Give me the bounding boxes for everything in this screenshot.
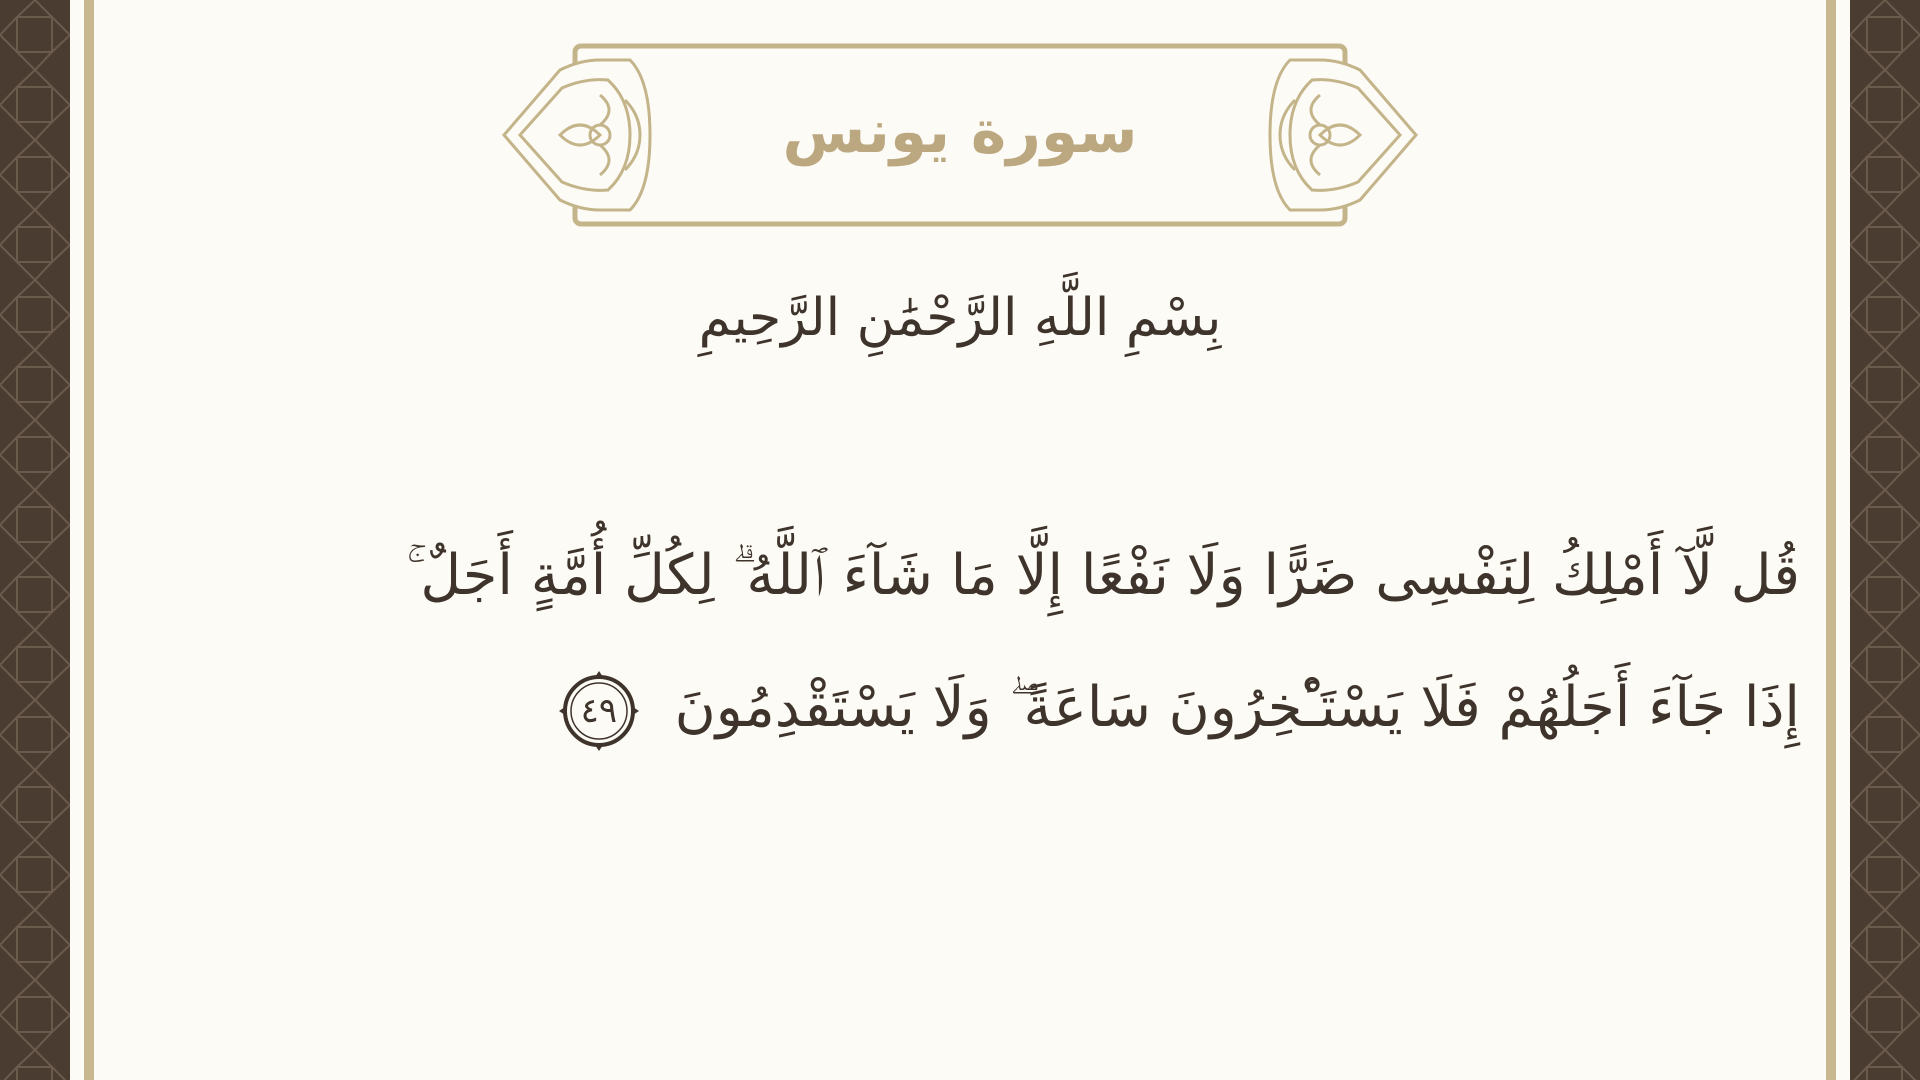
verse-text bbox=[230, 510, 1800, 774]
bismillah: بِسْمِ اللَّهِ الرَّحْمَٰنِ الرَّحِيمِ bbox=[698, 288, 1222, 348]
verse-line-2-text: إِذَا جَآءَ أَجَلُهُمْ فَلَا يَسْتَـْٔخِرُونَ سَاعَةً ۖ وَلَا يَسْتَقْدِمُونَ bbox=[674, 675, 1800, 740]
geometric-pattern-icon bbox=[0, 0, 70, 1080]
ayah-end-marker bbox=[557, 669, 641, 753]
verse-line-2 bbox=[230, 642, 1800, 774]
verse-line-1: قُل لَّآ أَمْلِكُ لِنَفْسِى ضَرًّا وَلَا نَفْعًا إِلَّا مَا شَآءَ ٱللَّهُ ۗ لِكُلِّ أُمَّةٍ أَجَلٌ ۚ bbox=[406, 543, 1800, 608]
geometric-pattern-icon bbox=[1850, 0, 1920, 1080]
left-gold-rule bbox=[84, 0, 94, 1080]
left-ornamental-border bbox=[0, 0, 70, 1080]
right-gold-rule bbox=[1826, 0, 1836, 1080]
surah-title: سورة يونس bbox=[782, 97, 1138, 167]
right-ornamental-border bbox=[1850, 0, 1920, 1080]
surah-header bbox=[500, 40, 1420, 230]
ayah-number: ٤٩ bbox=[580, 690, 618, 731]
